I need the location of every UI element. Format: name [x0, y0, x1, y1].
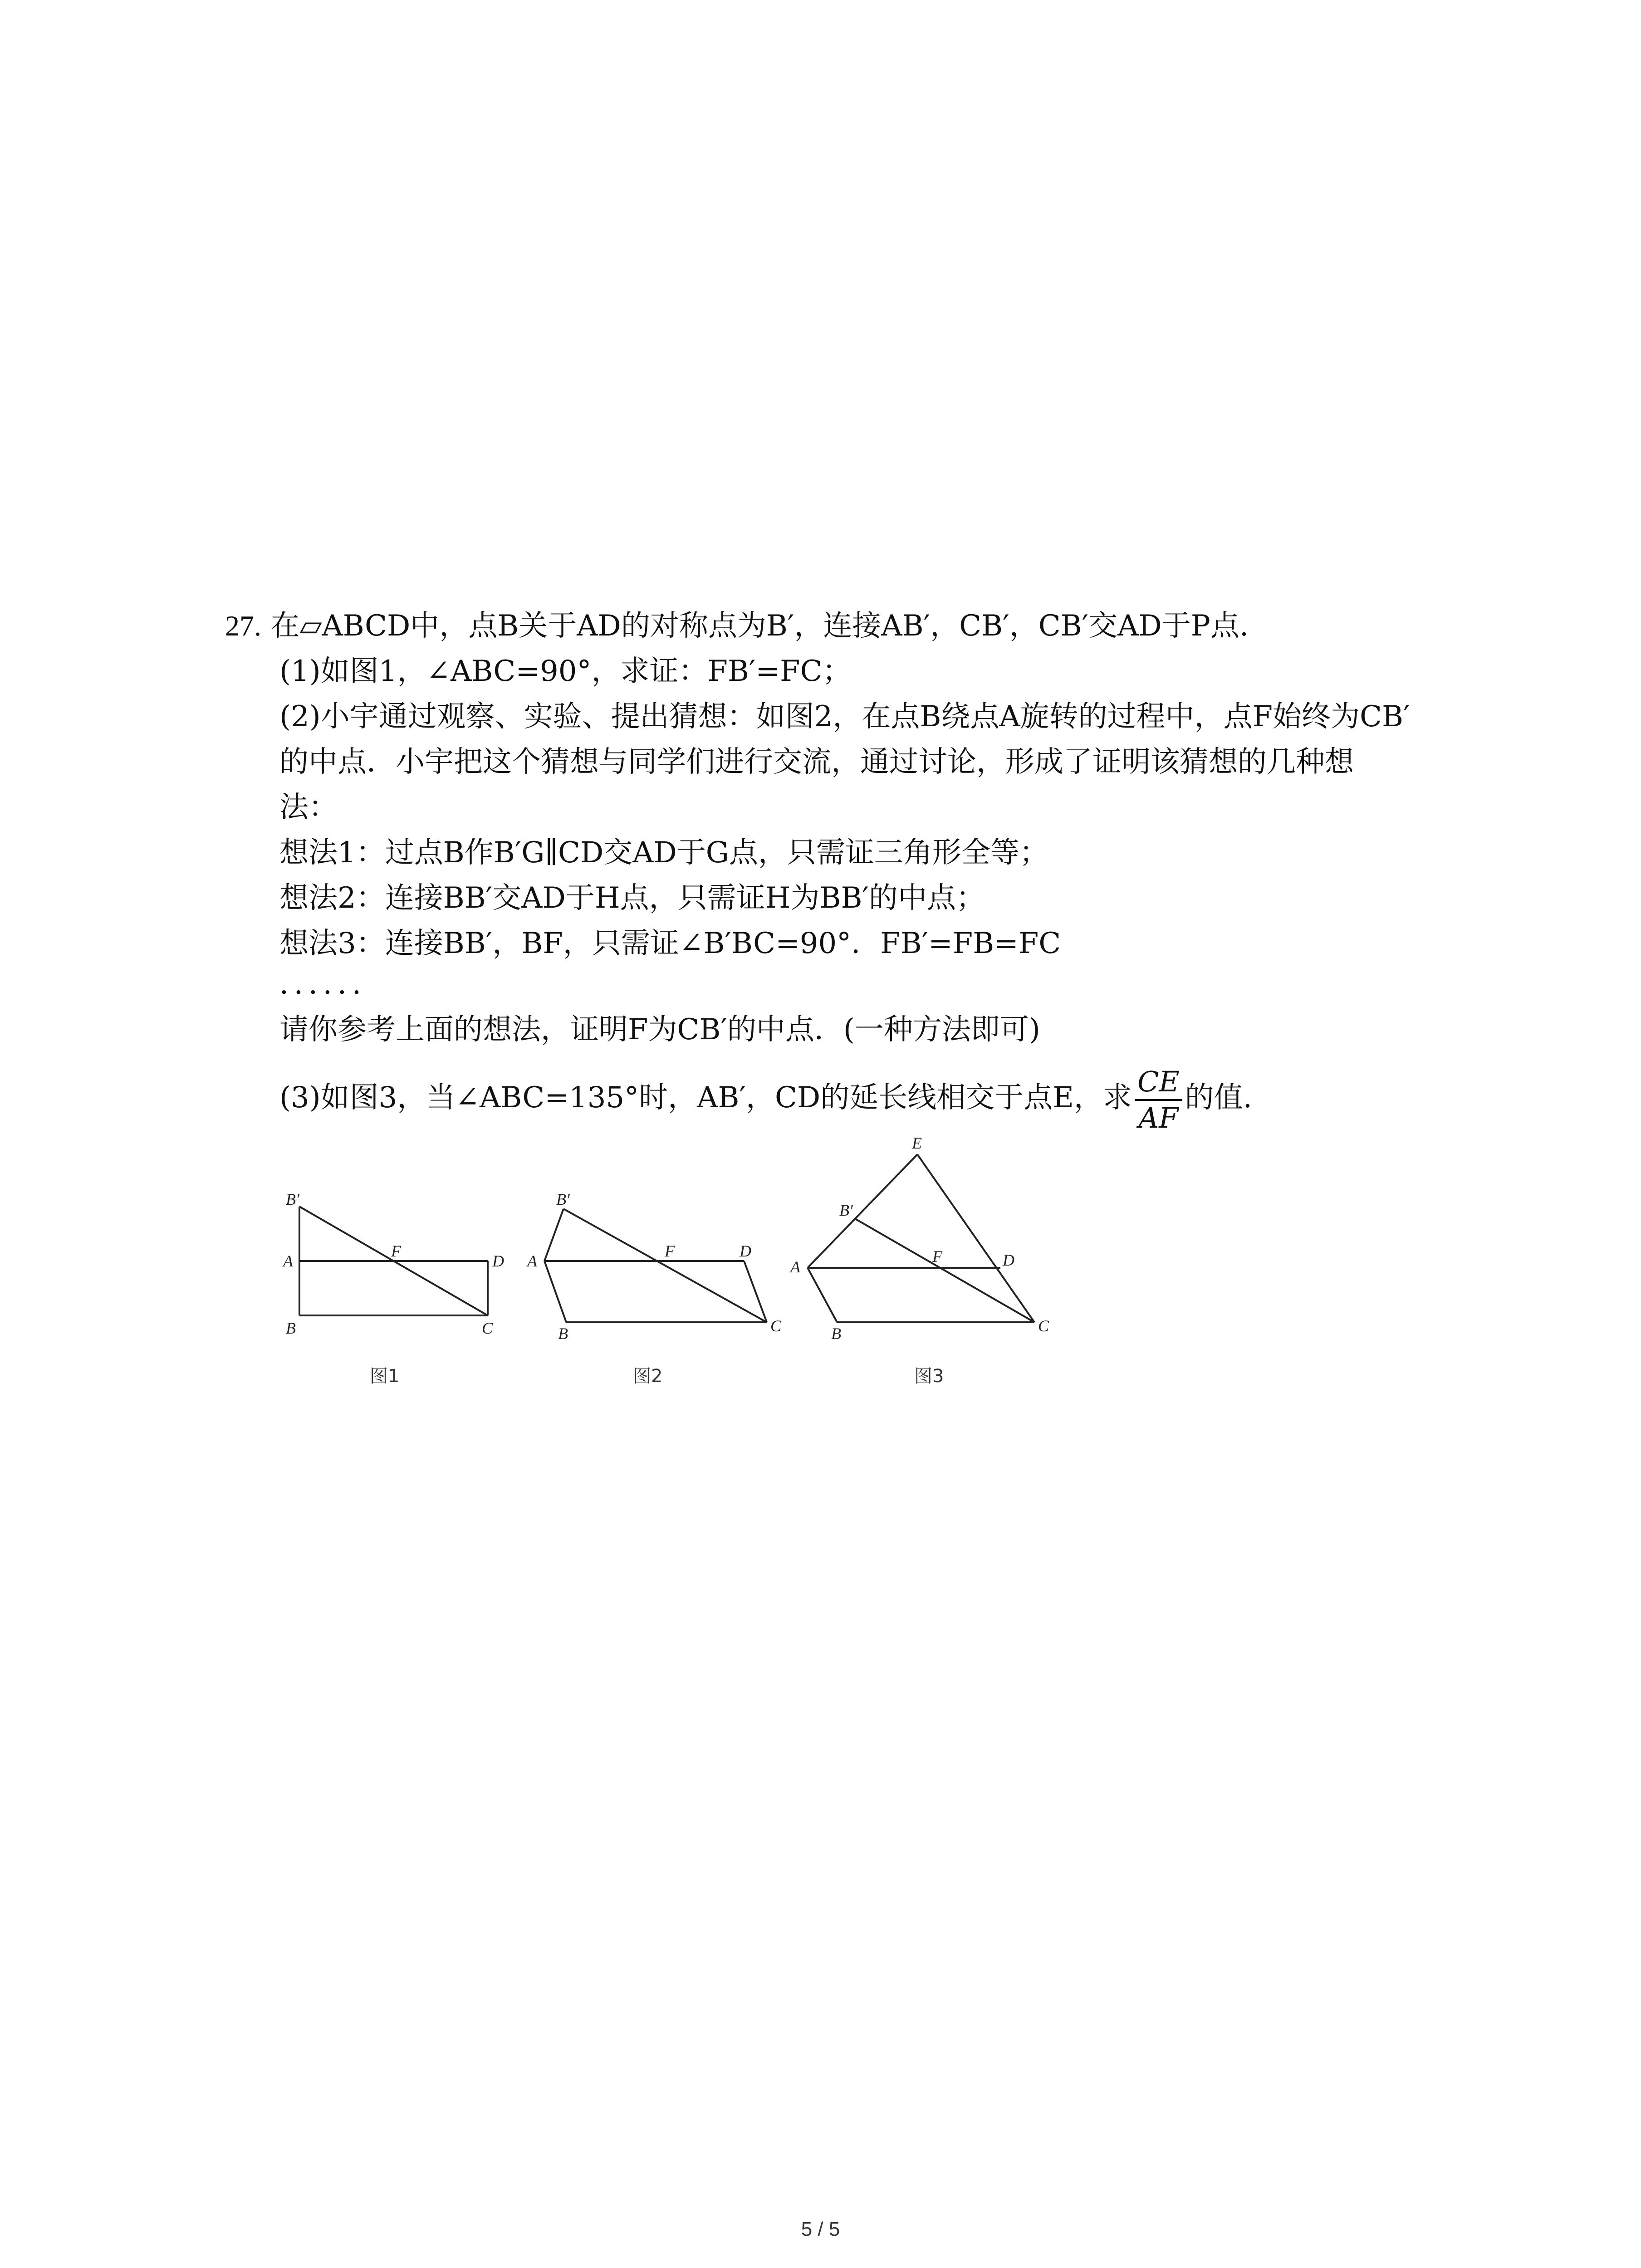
- fig2-label-B1: B′: [556, 1190, 570, 1208]
- figure-3-diagram: [780, 1134, 1089, 1343]
- fig1-label-F: F: [391, 1242, 401, 1260]
- fig3-label-C: C: [1038, 1317, 1049, 1335]
- fig1-label-A: A: [283, 1252, 293, 1270]
- fig3-label-B: B: [831, 1325, 841, 1343]
- fig2-label-C: C: [770, 1317, 782, 1335]
- fraction-numerator: CE: [1135, 1065, 1182, 1101]
- part-3-tail: 的值.: [1185, 1081, 1253, 1114]
- fig1-label-B: B: [286, 1319, 296, 1337]
- figure-2: [513, 1179, 794, 1344]
- request-line: 请你参考上面的想法，证明F为CB′的中点．(一种方法即可): [279, 1013, 1040, 1046]
- fig3-label-F: F: [932, 1247, 942, 1266]
- figure-1-caption: 图1: [370, 1366, 400, 1387]
- fig2-label-B: B: [558, 1325, 568, 1343]
- page-number: 5 / 5: [801, 2218, 840, 2240]
- problem-stem-line: [225, 608, 1249, 644]
- fig3-label-E: E: [912, 1134, 922, 1152]
- figure-2-caption: 图2: [633, 1366, 663, 1387]
- fig2-label-D: D: [740, 1242, 751, 1260]
- part-3-text: (3)如图3，当∠ABC=135°时，AB′，CD的延长线相交于点E，求: [279, 1081, 1132, 1114]
- ellipsis-dots: ．．．．．．: [279, 968, 381, 1001]
- idea-1: 想法1：过点B作B′G∥CD交AD于G点，只需证三角形全等；: [279, 836, 1048, 870]
- idea-2: 想法2：连接BB′交AD于H点，只需证H为BB′的中点；: [279, 881, 985, 915]
- figure-3-caption: 图3: [914, 1366, 944, 1387]
- fraction-ce-af: [1135, 1065, 1182, 1135]
- figure-3: [780, 1134, 1089, 1344]
- fraction-denominator: AF: [1138, 1101, 1179, 1134]
- idea-3: 想法3：连接BB′，BF，只需证∠B′BC=90°．FB′=FB=FC: [279, 927, 1061, 960]
- fig3-label-B1: B′: [839, 1201, 853, 1219]
- fig1-label-C: C: [482, 1319, 493, 1337]
- fig3-label-A: A: [790, 1258, 800, 1276]
- part-2-line-2: 的中点．小宇把这个猜想与同学们进行交流，通过讨论，形成了证明该猜想的几种想: [279, 745, 1354, 779]
- problem-stem: 在▱ABCD中，点B关于AD的对称点为B′，连接AB′，CB′，CB′交AD于P点.: [270, 609, 1249, 643]
- figure-1-diagram: [272, 1179, 526, 1343]
- figure-1: [272, 1179, 526, 1344]
- part-2-line-1: (2)小宇通过观察、实验、提出猜想：如图2，在点B绕点A旋转的过程中，点F始终为CB′: [279, 700, 1410, 733]
- problem-number: 27.: [225, 610, 261, 642]
- fig2-label-F: F: [665, 1242, 675, 1260]
- part-3: [279, 1061, 1252, 1135]
- part-2-line-3: 法：: [279, 791, 338, 824]
- fig1-label-B1: B′: [286, 1190, 299, 1208]
- fig3-label-D: D: [1003, 1251, 1014, 1269]
- figure-2-diagram: [513, 1179, 794, 1343]
- part-1: (1)如图1，∠ABC=90°，求证：FB′=FC；: [279, 655, 852, 688]
- fig2-label-A: A: [527, 1252, 537, 1270]
- fig1-label-D: D: [492, 1252, 504, 1270]
